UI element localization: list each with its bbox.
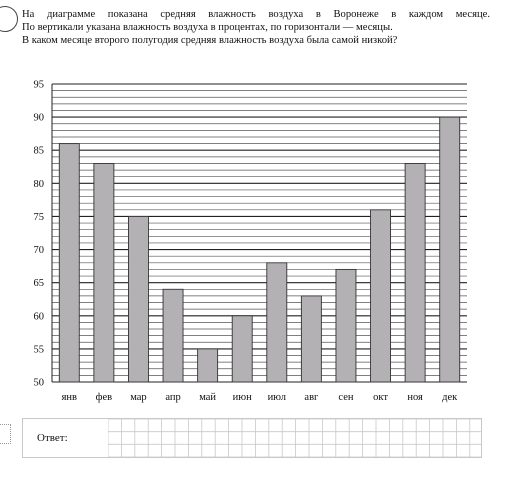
x-tick-label: май xyxy=(199,392,217,403)
x-tick-label: июл xyxy=(267,392,287,403)
y-tick-label: 90 xyxy=(33,112,44,124)
x-tick-label: фев xyxy=(95,392,113,403)
y-axis-tick-labels xyxy=(34,80,45,389)
x-tick-label: ноя xyxy=(407,392,423,403)
bar-мар xyxy=(128,216,148,382)
y-tick-label: 85 xyxy=(33,145,44,157)
x-tick-label: авг xyxy=(304,392,319,403)
x-tick-label: июн xyxy=(232,392,252,403)
y-tick-label: 60 xyxy=(33,311,44,323)
bar-ноя xyxy=(405,163,425,382)
bar-фев xyxy=(94,163,114,382)
x-tick-label: дек xyxy=(442,392,458,403)
x-tick-label: окт xyxy=(373,392,388,403)
x-tick-label: янв xyxy=(61,392,78,403)
bar-сен xyxy=(336,269,356,382)
answer-cells-grid[interactable] xyxy=(108,419,482,457)
x-axis-tick-labels xyxy=(62,392,459,403)
x-tick-label: мар xyxy=(130,392,147,403)
answer-label: Ответ: xyxy=(37,432,68,444)
bar-апр xyxy=(163,289,183,382)
margin-marker xyxy=(0,424,11,444)
bar-май xyxy=(198,349,218,382)
y-tick-label: 95 xyxy=(33,79,44,91)
problem-line-1: На диаграмме показана средняя влажность воздуха в Воронеже в каждом месяце. xyxy=(22,9,490,20)
y-tick-label: 80 xyxy=(33,178,44,190)
y-tick-label: 75 xyxy=(33,211,44,223)
bar-дек xyxy=(440,117,460,382)
y-tick-label: 70 xyxy=(33,245,44,257)
y-tick-label: 50 xyxy=(33,377,44,389)
problem-line-2: По вертикали указана влажность воздуха в процентах, по горизонтали — месяцы. xyxy=(22,22,393,33)
bar-июн xyxy=(232,316,252,382)
y-tick-label: 55 xyxy=(33,344,44,356)
y-tick-label: 65 xyxy=(33,278,44,290)
problem-line-3: В каком месяце второго полугодия средняя влажность воздуха была самой низкой? xyxy=(22,35,398,46)
bar-окт xyxy=(371,210,391,382)
bar-янв xyxy=(59,144,79,382)
answer-box xyxy=(22,418,482,458)
bar-июл xyxy=(267,263,287,382)
x-tick-label: апр xyxy=(165,392,181,403)
bar-авг xyxy=(301,296,321,382)
x-tick-label: сен xyxy=(338,392,354,403)
